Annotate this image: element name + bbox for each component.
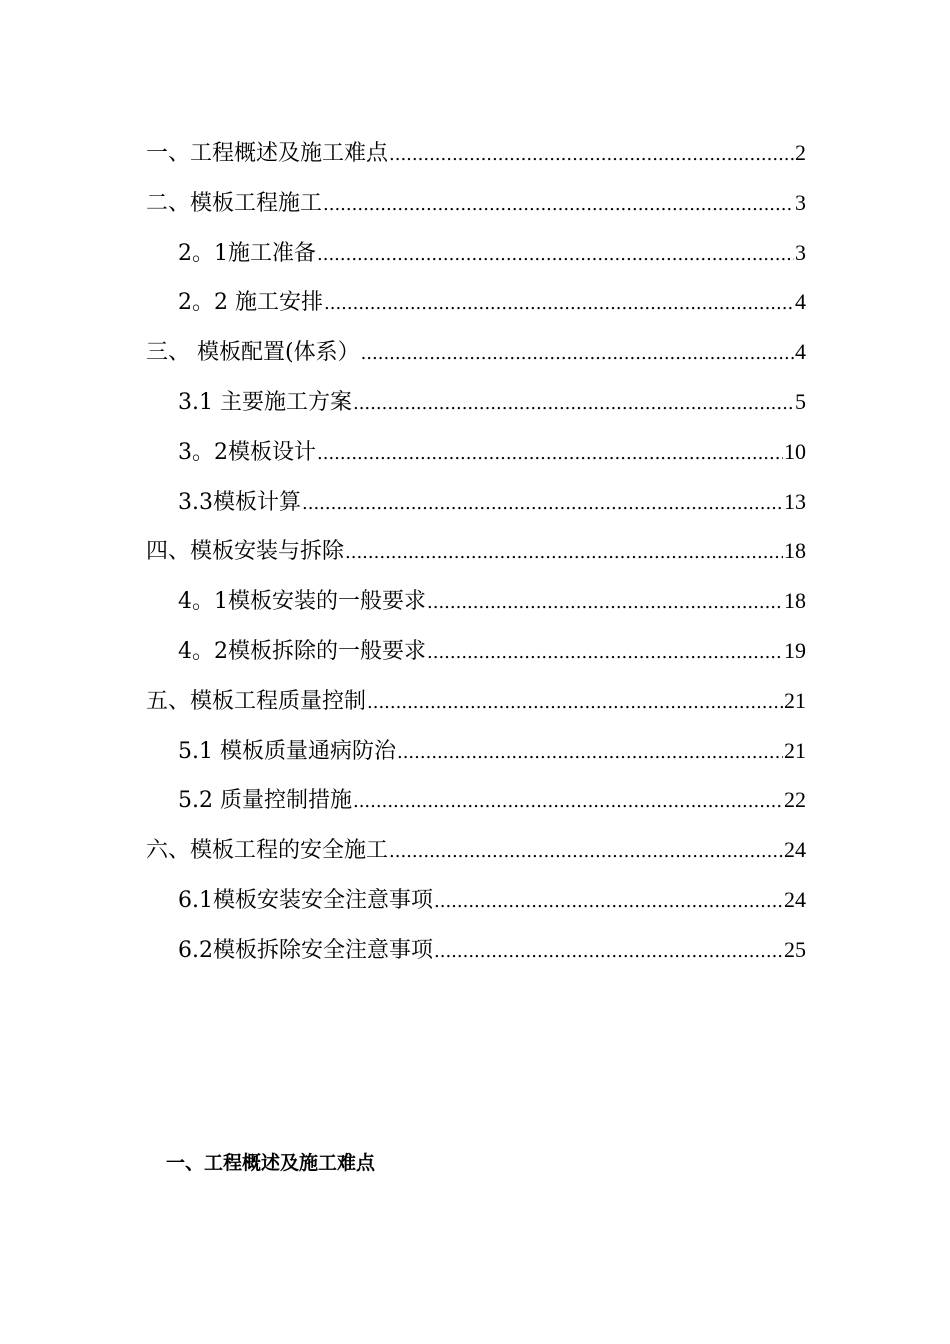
toc-entry[interactable]	[146, 875, 806, 925]
toc-entry-text: 2。1施工准备	[178, 240, 316, 266]
toc-leader-dots	[317, 429, 783, 479]
toc-page-number: 2	[795, 140, 806, 165]
toc-entry-text: 4。2模板拆除的一般要求	[178, 638, 426, 664]
toc-entry[interactable]	[146, 228, 806, 278]
toc-leader-dots	[361, 329, 794, 379]
toc-leader-dots	[427, 578, 783, 628]
toc-page-number: 18	[784, 538, 806, 564]
toc-page-number: 3	[795, 239, 806, 265]
toc-entry-text: 6.1模板安装安全注意事项	[178, 887, 433, 913]
toc-entry-text: 6.2模板拆除安全注意事项	[178, 937, 433, 963]
toc-leader-dots	[323, 180, 794, 230]
toc-leader-dots	[434, 927, 783, 977]
toc-leader-dots	[302, 479, 783, 529]
toc-page-number: 5	[795, 388, 806, 414]
toc-entry[interactable]	[146, 277, 806, 327]
toc-entry-text: 2。2 施工安排	[178, 290, 323, 316]
section-heading: 一、工程概述及施工难点	[166, 1152, 376, 1174]
toc-page-number: 10	[784, 438, 806, 464]
toc-entry[interactable]	[146, 128, 806, 178]
toc-page-number: 19	[784, 637, 806, 663]
toc-leader-dots	[389, 130, 794, 180]
toc-page-number: 21	[784, 737, 806, 763]
toc-entry-text: 四、模板安装与拆除	[146, 539, 345, 565]
toc-entry-text: 3.1 主要施工方案	[178, 389, 352, 415]
toc-entry[interactable]	[146, 526, 806, 576]
toc-page-number: 21	[784, 687, 806, 713]
toc-entry[interactable]	[146, 576, 806, 626]
toc-leader-dots	[353, 777, 783, 827]
toc-entry-text: 5.2 质量控制措施	[178, 788, 352, 814]
toc-entry-text: 六、模板工程的安全施工	[146, 838, 389, 864]
toc-entry[interactable]	[146, 626, 806, 676]
toc-page-number: 24	[784, 886, 806, 912]
toc-entry-text: 二、模板工程施工	[146, 190, 323, 216]
toc-leader-dots	[345, 528, 783, 578]
toc-entry-text: 三、 模板配置(体系）	[146, 340, 360, 366]
toc-entry[interactable]	[146, 775, 806, 825]
toc-leader-dots	[353, 379, 794, 429]
toc-page-number: 25	[784, 936, 806, 962]
toc-entry-text: 5.1 模板质量通病防治	[178, 738, 396, 764]
toc-entry[interactable]	[146, 427, 806, 477]
toc-entry[interactable]	[146, 377, 806, 427]
toc-leader-dots	[427, 628, 783, 678]
toc-page-number: 22	[784, 787, 806, 813]
toc-page-number: 13	[784, 488, 806, 514]
toc-page-number: 3	[795, 189, 806, 215]
toc-leader-dots	[324, 279, 794, 329]
toc-entry[interactable]	[146, 327, 806, 377]
toc-page-number: 4	[795, 339, 806, 365]
toc-entry-text: 一、工程概述及施工难点	[146, 141, 389, 166]
toc-entry[interactable]	[146, 178, 806, 228]
toc-entry-text: 五、模板工程质量控制	[146, 688, 367, 714]
toc-entry[interactable]	[146, 726, 806, 776]
toc-leader-dots	[389, 827, 783, 877]
toc-entry[interactable]	[146, 825, 806, 875]
table-of-contents	[146, 128, 806, 975]
toc-page-number: 4	[795, 289, 806, 315]
toc-entry-text: 4。1模板安装的一般要求	[178, 589, 426, 615]
toc-leader-dots	[367, 678, 783, 728]
toc-leader-dots	[317, 230, 794, 280]
toc-entry[interactable]	[146, 477, 806, 527]
toc-page-number: 18	[784, 588, 806, 614]
toc-entry-text: 3。2模板设计	[178, 439, 316, 465]
toc-leader-dots	[434, 877, 783, 927]
toc-page-number: 24	[784, 837, 806, 863]
toc-leader-dots	[397, 728, 783, 778]
toc-entry[interactable]	[146, 925, 806, 975]
toc-entry[interactable]	[146, 676, 806, 726]
toc-entry-text: 3.3模板计算	[178, 489, 301, 515]
